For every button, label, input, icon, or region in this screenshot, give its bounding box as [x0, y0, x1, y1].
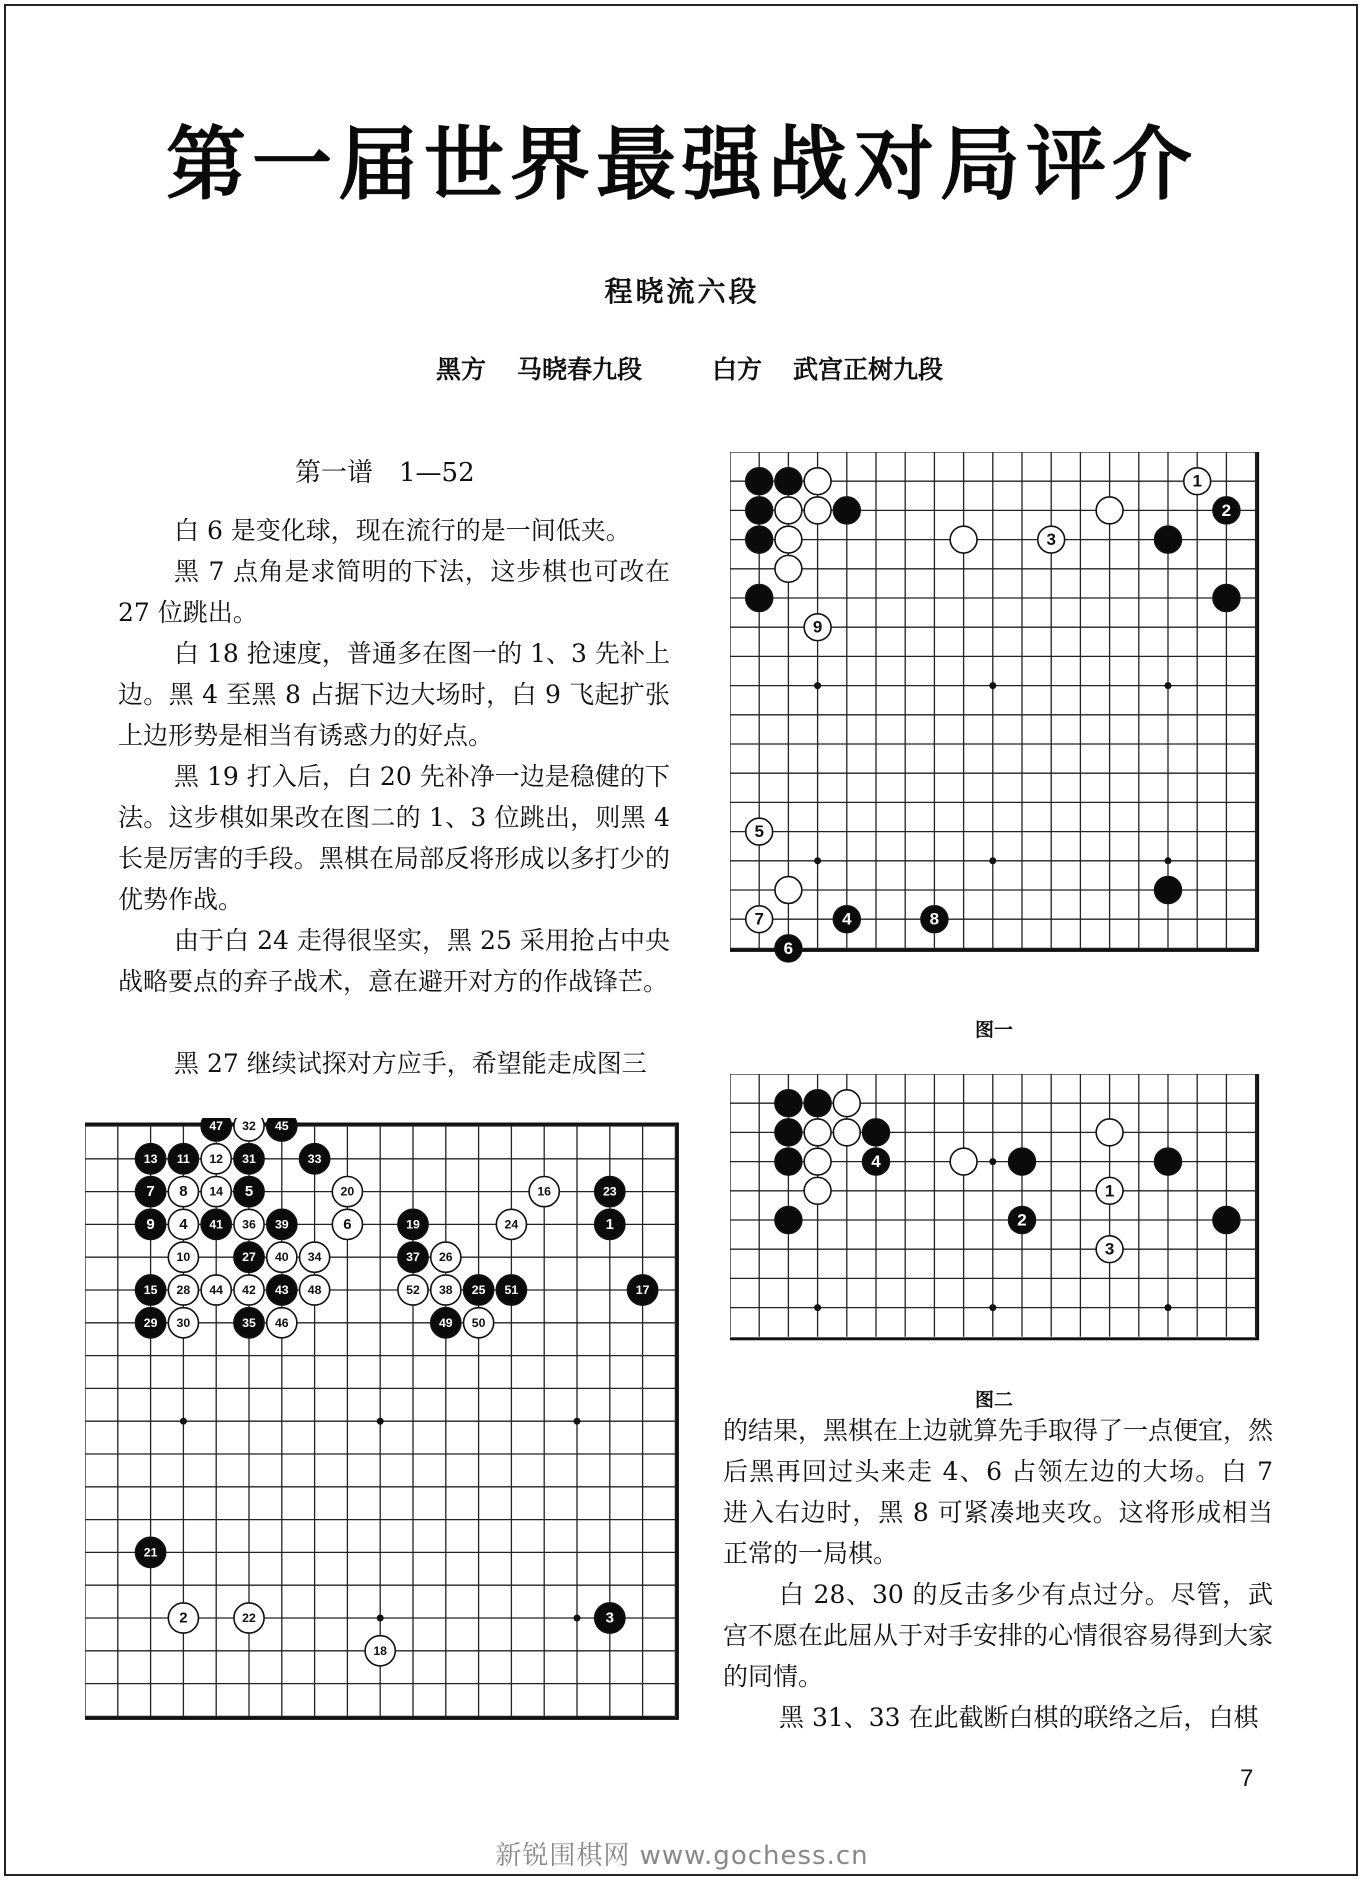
- black-stone: [746, 468, 773, 495]
- white-stone: [804, 1119, 831, 1146]
- black-stone: [1213, 1207, 1240, 1234]
- move-number: 4: [842, 909, 852, 929]
- black-stone: [595, 1603, 625, 1633]
- white-stone: [201, 1275, 231, 1305]
- black-stone: [595, 1177, 625, 1207]
- black-stone: [398, 1209, 428, 1239]
- black-stone: [1155, 526, 1182, 553]
- black-stone: [746, 526, 773, 553]
- black-stone: [234, 1177, 264, 1207]
- move-number: 1: [1192, 471, 1202, 491]
- white-stone: [833, 1119, 860, 1146]
- white-stone: [234, 1275, 264, 1305]
- black-stone: [863, 1148, 890, 1175]
- move-number: 8: [929, 909, 940, 929]
- white-stone: [775, 555, 802, 582]
- white-stone: [332, 1209, 362, 1239]
- black-stone: [136, 1308, 166, 1338]
- star-point: [814, 857, 821, 864]
- black-stone: [1155, 1148, 1182, 1175]
- move-number: 9: [812, 617, 823, 637]
- white-stone: [168, 1209, 198, 1239]
- move-number: 14: [209, 1184, 224, 1199]
- white-stone: [234, 1603, 264, 1633]
- black-stone: [136, 1144, 166, 1174]
- move-number: 44: [209, 1283, 224, 1297]
- white-stone: [201, 1177, 231, 1207]
- move-number: 22: [242, 1611, 256, 1625]
- white-stone: [300, 1242, 330, 1272]
- paragraph-7: 的结果，黑棋在上边就算先手取得了一点便宜，然后黑再回过头来走 4、6 占领左边的大场。白 7 进入右边时，黑 8 可紧凑地夹攻。这将形成相当正常的一局棋。: [723, 1416, 1274, 1568]
- star-point: [574, 1615, 581, 1622]
- white-stone: [1038, 526, 1065, 553]
- move-number: 29: [143, 1315, 158, 1330]
- white-stone: [775, 526, 802, 553]
- move-number: 19: [406, 1217, 420, 1232]
- move-number: 45: [274, 1119, 289, 1133]
- black-stone: [775, 1148, 802, 1175]
- black-stone: [398, 1242, 428, 1272]
- author-line: 程晓流六段: [604, 275, 760, 308]
- white-stone: [1184, 468, 1211, 495]
- white-stone: [804, 1177, 831, 1204]
- move-number: 41: [209, 1217, 224, 1232]
- black-stone: [234, 1144, 264, 1174]
- black-stone: [833, 497, 860, 524]
- move-number: 10: [176, 1250, 191, 1265]
- white-stone: [1096, 497, 1123, 524]
- white-stone: [1096, 1177, 1123, 1204]
- move-number: 33: [307, 1151, 322, 1166]
- black-player-label: 黑方: [436, 355, 487, 384]
- black-stone: [1213, 497, 1240, 524]
- move-number: 31: [242, 1151, 256, 1166]
- white-stone: [746, 906, 773, 933]
- figure-2-board: [730, 1074, 1260, 1354]
- white-stone: [464, 1308, 494, 1338]
- move-number: 47: [209, 1119, 224, 1133]
- black-stone: [168, 1144, 198, 1174]
- board-frame: [730, 452, 1258, 950]
- black-stone: [921, 906, 948, 933]
- star-point: [1165, 682, 1172, 689]
- move-number: 36: [242, 1217, 256, 1232]
- white-stone: [804, 468, 831, 495]
- white-player-name: 武宫正树九段: [793, 355, 944, 384]
- move-number: 3: [1104, 1239, 1115, 1259]
- move-number: 5: [754, 822, 764, 842]
- white-stone: [746, 818, 773, 845]
- black-stone: [136, 1177, 166, 1207]
- white-stone: [1096, 1119, 1123, 1146]
- move-number: 25: [471, 1283, 486, 1297]
- white-stone: [431, 1242, 461, 1272]
- white-stone: [804, 1148, 831, 1175]
- move-number: 38: [438, 1283, 453, 1297]
- white-stone: [168, 1275, 198, 1305]
- move-number: 48: [307, 1283, 322, 1297]
- white-stone: [168, 1177, 198, 1207]
- move-number: 50: [471, 1315, 486, 1330]
- move-number: 8: [179, 1183, 188, 1201]
- move-number: 24: [504, 1217, 519, 1232]
- move-number: 4: [871, 1152, 881, 1172]
- move-number: 3: [1046, 530, 1056, 550]
- paragraph-4: 黑 19 打入后，白 20 先补净一边是稳健的下法。这步棋如果改在图二的 1、3 位跳出，则黑 4 长是厉害的手段。黑棋在局部反将形成以多打少的优势作战。: [118, 762, 670, 914]
- black-stone: [267, 1209, 297, 1239]
- black-stone: [1009, 1148, 1036, 1175]
- white-stone: [804, 497, 831, 524]
- black-stone: [775, 1207, 802, 1234]
- move-number: 21: [143, 1545, 158, 1560]
- black-stone: [267, 1275, 297, 1305]
- star-point: [1165, 857, 1172, 864]
- black-player-name: 马晓春九段: [517, 355, 643, 384]
- black-stone: [863, 1119, 890, 1146]
- white-stone: [775, 877, 802, 904]
- star-point: [814, 1304, 821, 1311]
- black-stone: [833, 906, 860, 933]
- black-stone: [234, 1242, 264, 1272]
- page-number: 7: [1240, 1765, 1254, 1792]
- black-stone: [300, 1144, 330, 1174]
- move-number: 11: [176, 1151, 190, 1166]
- black-stone: [595, 1209, 625, 1239]
- move-number: 32: [242, 1119, 256, 1133]
- star-point: [574, 1418, 581, 1425]
- move-number: 52: [406, 1283, 420, 1297]
- move-number: 2: [179, 1609, 188, 1627]
- paragraph-1: 白 6 是变化球，现在流行的是一间低夹。: [174, 516, 631, 545]
- move-number: 7: [754, 909, 764, 929]
- black-stone: [804, 1090, 831, 1117]
- white-stone: [267, 1308, 297, 1338]
- move-number: 17: [635, 1283, 650, 1297]
- white-stone: [201, 1144, 231, 1174]
- white-stone: [529, 1177, 559, 1207]
- white-stone: [431, 1275, 461, 1305]
- black-stone: [775, 1119, 802, 1146]
- move-number: 9: [146, 1215, 155, 1233]
- move-number: 6: [783, 938, 794, 958]
- white-stone: [398, 1275, 428, 1305]
- move-number: 1: [605, 1215, 614, 1233]
- paragraph-6: 黑 27 继续试探对方应手，希望能走成图三: [174, 1049, 647, 1078]
- black-stone: [746, 585, 773, 612]
- white-stone: [1096, 1236, 1123, 1263]
- move-number: 30: [176, 1315, 191, 1330]
- black-stone: [136, 1537, 166, 1567]
- white-stone: [496, 1209, 526, 1239]
- figure-1-board: [730, 452, 1260, 978]
- star-point: [1165, 1304, 1172, 1311]
- black-stone: [775, 935, 802, 962]
- star-point: [377, 1418, 384, 1425]
- paragraph-9: 黑 31、33 在此截断白棋的联络之后，白棋: [779, 1703, 1259, 1732]
- paragraph-5: 由于白 24 走得很坚实，黑 25 采用抢占中央战略要点的弃子战术，意在避开对方的作战锋芒。: [118, 926, 670, 996]
- white-stone: [804, 614, 831, 641]
- black-stone: [431, 1308, 461, 1338]
- move-number: 28: [176, 1283, 191, 1297]
- game-record-board: [85, 1118, 685, 1724]
- move-number: 13: [143, 1151, 158, 1166]
- move-number: 34: [307, 1250, 322, 1265]
- white-stone: [950, 1148, 977, 1175]
- paragraph-2: 黑 7 点角是求简明的下法，这步棋也可改在 27 位跳出。: [118, 557, 670, 627]
- white-stone: [168, 1242, 198, 1272]
- section-title: 第一谱 1—52: [295, 458, 475, 488]
- white-stone: [300, 1275, 330, 1305]
- move-number: 39: [274, 1217, 289, 1232]
- black-stone: [464, 1275, 494, 1305]
- black-stone: [136, 1209, 166, 1239]
- black-stone: [267, 1118, 297, 1141]
- star-point: [989, 1304, 996, 1311]
- star-point: [180, 1418, 187, 1425]
- star-point: [377, 1615, 384, 1622]
- star-point: [989, 857, 996, 864]
- black-stone: [1155, 877, 1182, 904]
- move-number: 18: [373, 1643, 388, 1658]
- white-player-label: 白方: [712, 355, 763, 384]
- move-number: 42: [242, 1283, 256, 1297]
- black-stone: [136, 1275, 166, 1305]
- move-number: 20: [340, 1184, 355, 1199]
- move-number: 2: [1221, 500, 1232, 520]
- paragraph-8: 白 28、30 的反击多少有点过分。尽管，武宫不愿在此屈从于对手安排的心情很容易得到大家的同情。: [723, 1580, 1274, 1691]
- white-stone: [168, 1603, 198, 1633]
- white-stone: [234, 1118, 264, 1141]
- star-point: [989, 1158, 996, 1165]
- white-stone: [833, 1090, 860, 1117]
- figure-2-caption: 图二: [975, 1389, 1014, 1411]
- move-number: 51: [504, 1283, 519, 1297]
- black-stone: [234, 1308, 264, 1338]
- black-stone: [1213, 585, 1240, 612]
- white-stone: [950, 526, 977, 553]
- move-number: 26: [438, 1250, 453, 1265]
- white-stone: [168, 1308, 198, 1338]
- move-number: 37: [406, 1250, 420, 1265]
- move-number: 7: [146, 1183, 155, 1201]
- black-stone: [746, 497, 773, 524]
- move-number: 5: [244, 1183, 254, 1201]
- article-title: 第一届世界最强战对局评介: [166, 118, 1198, 211]
- black-stone: [496, 1275, 526, 1305]
- move-number: 46: [274, 1315, 289, 1330]
- move-number: 12: [209, 1151, 224, 1166]
- black-stone: [775, 468, 802, 495]
- paragraph-3: 白 18 抢速度，普通多在图一的 1、3 先补上边。黑 4 至黑 8 占据下边大场时，白 9 飞起扩张上边形势是相当有诱惑力的好点。: [118, 639, 670, 750]
- move-number: 2: [1017, 1210, 1027, 1230]
- black-stone: [201, 1209, 231, 1239]
- move-number: 49: [438, 1315, 453, 1330]
- black-stone: [1009, 1207, 1036, 1234]
- move-number: 27: [242, 1250, 256, 1265]
- move-number: 1: [1104, 1181, 1115, 1201]
- white-stone: [775, 497, 802, 524]
- move-number: 23: [602, 1184, 617, 1199]
- star-point: [989, 682, 996, 689]
- move-number: 43: [274, 1283, 289, 1297]
- move-number: 35: [242, 1315, 256, 1330]
- black-stone: [775, 1090, 802, 1117]
- move-number: 16: [537, 1184, 552, 1199]
- watermark: 新锐围棋网 www.gochess.cn: [495, 1841, 869, 1871]
- black-stone: [628, 1275, 658, 1305]
- move-number: 15: [143, 1283, 158, 1297]
- black-stone: [201, 1118, 231, 1141]
- white-stone: [332, 1177, 362, 1207]
- move-number: 3: [605, 1609, 614, 1627]
- white-stone: [234, 1209, 264, 1239]
- star-point: [814, 682, 821, 689]
- white-stone: [267, 1242, 297, 1272]
- move-number: 4: [179, 1215, 188, 1233]
- white-stone: [365, 1636, 395, 1666]
- figure-1-caption: 图一: [975, 1019, 1014, 1041]
- move-number: 6: [343, 1215, 352, 1233]
- move-number: 40: [274, 1250, 289, 1265]
